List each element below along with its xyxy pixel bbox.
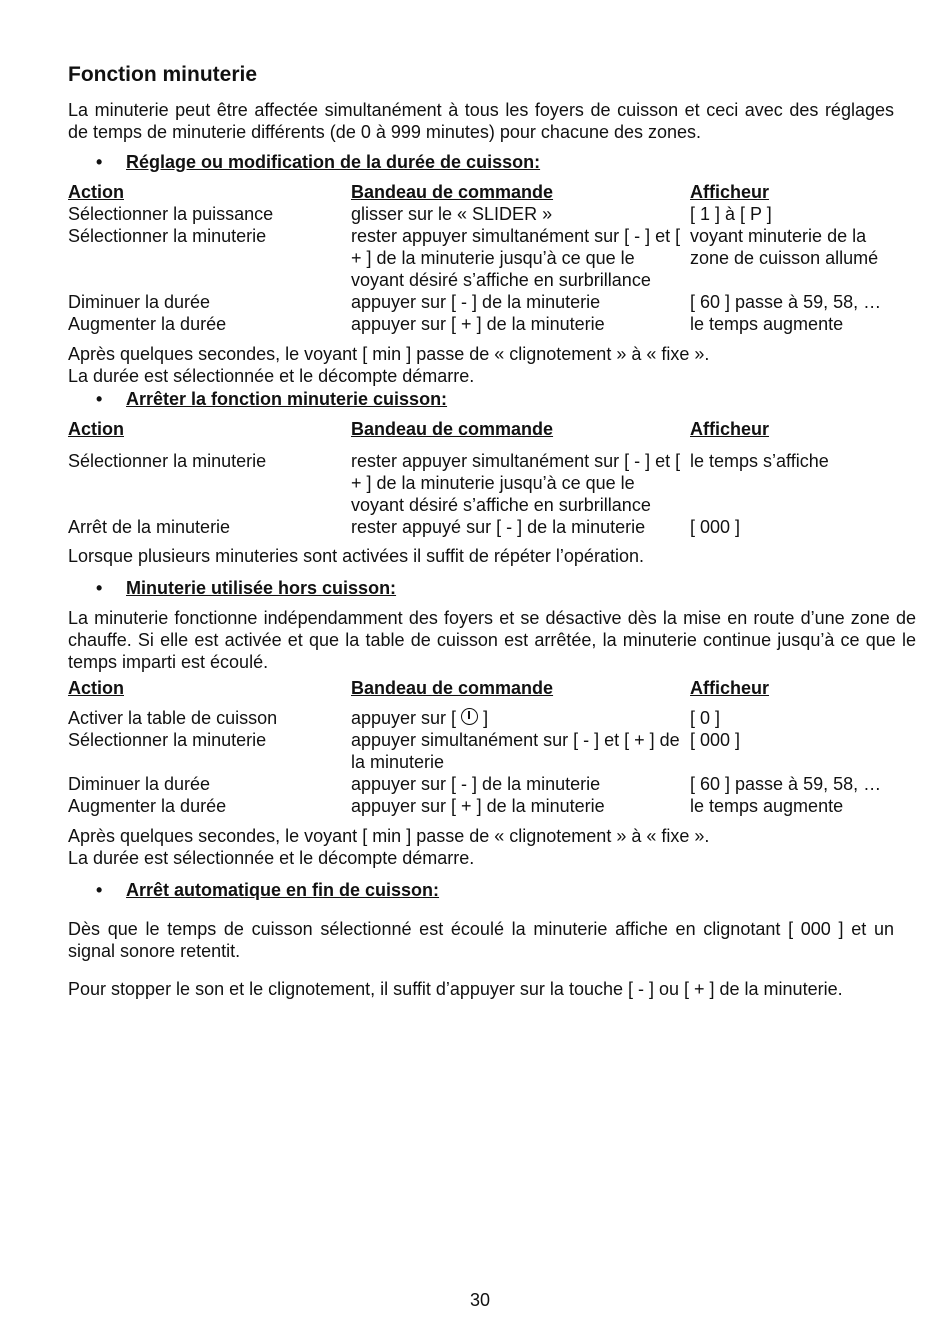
cell-afficheur: [ 60 ] passe à 59, 58, … xyxy=(690,774,882,794)
page-title: Fonction minuterie xyxy=(68,63,257,86)
col-header-bandeau: Bandeau de commande xyxy=(351,678,554,698)
cell-action: Diminuer la durée xyxy=(68,774,211,794)
cell-action: Sélectionner la minuterie xyxy=(68,451,267,471)
cell-action: Sélectionner la minuterie xyxy=(68,730,267,750)
cell-action: Sélectionner la puissance xyxy=(68,204,274,224)
cell-afficheur: le temps augmente xyxy=(690,796,844,816)
bullet-icon: • xyxy=(96,578,103,598)
table-row xyxy=(68,707,894,729)
note-voyant: Après quelques secondes, le voyant [ min ] passe de « clignotement » à « fixe ». xyxy=(68,826,710,846)
col-header-bandeau: Bandeau de commande xyxy=(351,419,554,439)
hors-cuisson-paragraph: La minuterie fonctionne indépendamment des foyers et se désactive dès la mise en route d’une zone de chauffe. Si elle est activée et que la table de cuisson est arrêtée, la minuterie continue jusqu’à ce que le temps imparti est écoulé. xyxy=(68,608,916,672)
col-header-bandeau: Bandeau de commande xyxy=(351,182,554,202)
cell-action: Arrêt de la minuterie xyxy=(68,517,231,537)
table-hors-cuisson xyxy=(68,677,894,817)
section-heading-reglage: • Réglage ou modification de la durée de cuisson: xyxy=(96,152,541,172)
stopper-son-paragraph: Pour stopper le son et le clignotement, il suffit d’appuyer sur la touche [ - ] ou [ + ] de la minuterie. xyxy=(68,979,843,999)
arret-auto-paragraph: Dès que le temps de cuisson sélectionné est écoulé la minuterie affiche en clignotant [ 000 ] et un signal sonore retentit. xyxy=(68,919,894,961)
col-header-action: Action xyxy=(68,419,124,439)
table-header-row xyxy=(68,418,894,450)
cell-action: Augmenter la durée xyxy=(68,796,227,816)
cell-bandeau: rester appuyer simultanément sur [ - ] et [ + ] de la minuterie jusqu’à ce que le voyant désiré s’affiche en surbrillance xyxy=(351,226,681,290)
note-decompte: La durée est sélectionnée et le décompte démarre. xyxy=(68,366,475,386)
table-row xyxy=(68,203,894,225)
page-content xyxy=(68,62,916,1000)
cell-afficheur: [ 000 ] xyxy=(690,517,741,537)
table-reglage xyxy=(68,181,894,335)
table-header-row xyxy=(68,181,894,203)
power-icon xyxy=(461,708,478,725)
col-header-afficheur: Afficheur xyxy=(690,419,770,439)
section-heading-hors-cuisson: • Minuterie utilisée hors cuisson: xyxy=(96,578,397,598)
cell-bandeau: appuyer sur [ + ] de la minuterie xyxy=(351,796,605,816)
section-heading-arreter: • Arrêter la fonction minuterie cuisson: xyxy=(96,389,448,409)
cell-bandeau: appuyer sur [ ] xyxy=(351,708,489,728)
cell-afficheur: [ 0 ] xyxy=(690,708,721,728)
note-decompte: La durée est sélectionnée et le décompte démarre. xyxy=(68,848,475,868)
cell-action: Activer la table de cuisson xyxy=(68,708,278,728)
table-row xyxy=(68,773,894,795)
cell-afficheur: le temps s’affiche xyxy=(690,451,829,471)
cell-action: Diminuer la durée xyxy=(68,292,211,312)
bullet-icon: • xyxy=(96,389,103,409)
cell-afficheur: le temps augmente xyxy=(690,314,844,334)
table-row xyxy=(68,795,894,817)
intro-paragraph: La minuterie peut être affectée simultanément à tous les foyers de cuisson et ceci avec des réglages de temps de minuterie différents (de 0 à 999 minutes) pour chacune des zones. xyxy=(68,100,894,142)
note-voyant: Après quelques secondes, le voyant [ min ] passe de « clignotement » à « fixe ». xyxy=(68,344,710,364)
table-row xyxy=(68,291,894,313)
cell-afficheur: [ 000 ] xyxy=(690,730,741,750)
table-row xyxy=(68,313,894,335)
col-header-action: Action xyxy=(68,182,124,202)
col-header-action: Action xyxy=(68,678,124,698)
cell-bandeau: rester appuyé sur [ - ] de la minuterie xyxy=(351,517,646,537)
section-heading-arret-auto: • Arrêt automatique en fin de cuisson: xyxy=(96,880,440,900)
cell-action: Sélectionner la minuterie xyxy=(68,226,267,246)
page-number: 30 xyxy=(469,1290,491,1310)
cell-bandeau: appuyer sur [ - ] de la minuterie xyxy=(351,292,601,312)
table-row xyxy=(68,225,894,291)
col-header-afficheur: Afficheur xyxy=(690,678,770,698)
cell-bandeau: glisser sur le « SLIDER » xyxy=(351,204,553,224)
table-row xyxy=(68,729,894,773)
cell-bandeau: rester appuyer simultanément sur [ - ] et [ + ] de la minuterie jusqu’à ce que le voyant désiré s’affiche en surbrillance xyxy=(351,451,681,515)
cell-afficheur: [ 60 ] passe à 59, 58, … xyxy=(690,292,882,312)
table-header-row xyxy=(68,677,894,707)
col-header-afficheur: Afficheur xyxy=(690,182,770,202)
bullet-icon: • xyxy=(96,880,103,900)
cell-bandeau: appuyer simultanément sur [ - ] et [ + ] de la minuterie xyxy=(351,730,680,772)
cell-action: Augmenter la durée xyxy=(68,314,227,334)
table-row xyxy=(68,450,894,516)
note-repeter: Lorsque plusieurs minuteries sont activées il suffit de répéter l’opération. xyxy=(68,546,644,566)
cell-bandeau: appuyer sur [ + ] de la minuterie xyxy=(351,314,605,334)
cell-afficheur: [ 1 ] à [ P ] xyxy=(690,204,772,224)
table-row xyxy=(68,516,894,538)
cell-bandeau: appuyer sur [ - ] de la minuterie xyxy=(351,774,601,794)
table-arreter xyxy=(68,418,894,538)
bullet-icon: • xyxy=(96,152,103,172)
cell-afficheur: voyant minuterie de la zone de cuisson allumé xyxy=(690,226,879,268)
